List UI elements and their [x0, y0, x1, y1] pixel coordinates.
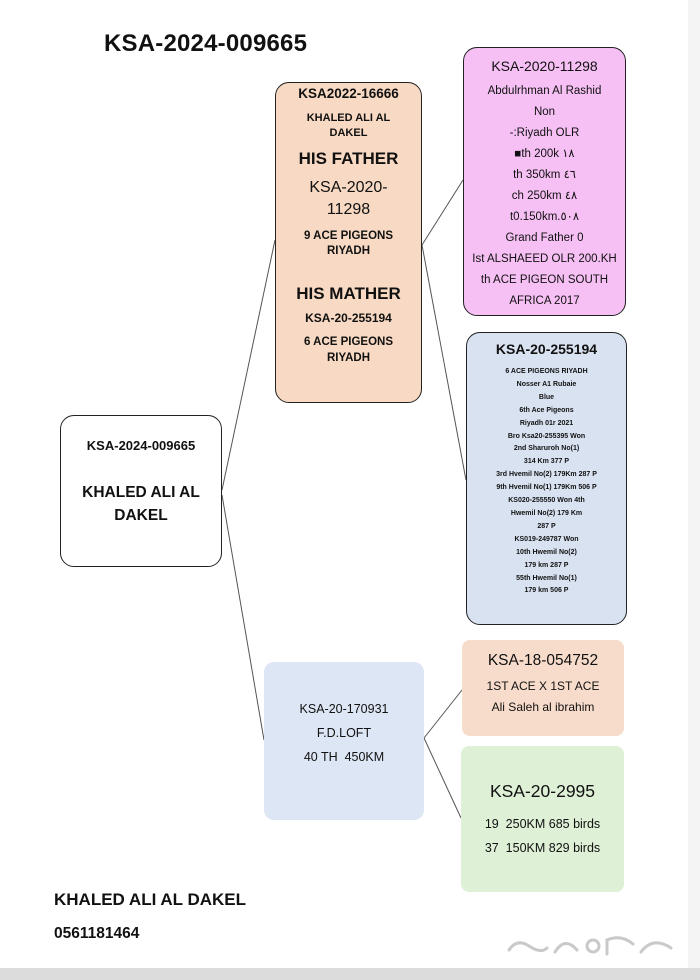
sire-owner-line: KHALED ALI AL [306, 112, 391, 124]
dam-sire-ring-number: KSA-18-054752 [487, 652, 599, 669]
detail-line: 55th Hwemil No(1) [516, 574, 577, 582]
grand-sire-details [464, 81, 625, 312]
detail-line: Ist ALSHAEED OLR 200.KH [472, 253, 617, 265]
sire-owner-line: DAKEL [329, 127, 368, 139]
detail-line: Bro Ksa20-255395 Won [507, 432, 586, 440]
detail-line: 6 ACE PIGEONS RIYADH [505, 368, 588, 375]
subject-bird-card [60, 415, 222, 567]
father-note-line: RIYADH [326, 245, 371, 257]
detail-line: Riyadh 01r 2021 [519, 419, 574, 427]
mother-ring-number: KSA-20-255194 [305, 311, 392, 325]
mother-note-line: RIYADH [326, 352, 371, 364]
subject-ring-number: KSA-2024-009665 [86, 438, 196, 453]
connector-subject-sire [222, 240, 275, 490]
detail-line: ch 250km ٤٨ [511, 190, 578, 202]
detail-line: Grand Father 0 [505, 232, 584, 244]
detail-line: th ACE PIGEON SOUTH [480, 274, 609, 286]
dam-dam-ring-number: KSA-20-2995 [489, 781, 596, 801]
detail-line: ■th 200k ١٨ [514, 148, 575, 160]
dam-sire-details [462, 676, 624, 718]
sire-ring-number: KSA2022-16666 [298, 86, 399, 101]
detail-line: -:Riyadh OLR [509, 127, 580, 139]
connector-dam-damdam [424, 738, 461, 818]
connector-subject-dam [222, 495, 264, 740]
grand-dam-details [467, 366, 626, 598]
result-line: 37 150KM 829 birds [484, 841, 601, 855]
detail-line: Non [533, 106, 556, 118]
father-note [276, 229, 421, 259]
father-note-line: 9 ACE PIGEONS [303, 230, 394, 242]
dam-ring-number: KSA-20-170931 [299, 702, 389, 716]
detail-line: Hwemil No(2) 179 Km [510, 509, 583, 517]
detail-line: KS019-249787 Won [514, 535, 579, 543]
detail-line: th 350km ٤٦ [513, 169, 576, 181]
subject-owner: KHALED ALI AL DAKEL [82, 484, 200, 524]
breeder-contact [54, 890, 246, 943]
detail-line: 314 Km 377 P [523, 458, 570, 466]
detail-line: 287 P [537, 522, 556, 530]
dam-dam-card [461, 746, 624, 892]
mother-note-line: 6 ACE PIGEONS [303, 336, 394, 348]
detail-line: 1ST ACE X 1ST ACE [486, 679, 600, 693]
father-ring-line: KSA-2020- [309, 179, 388, 196]
detail-line: Ali Saleh al ibrahim [491, 700, 595, 714]
detail-line: AFRICA 2017 [509, 295, 580, 307]
father-ring-number [276, 177, 421, 221]
sire-card [275, 82, 422, 403]
mother-note [276, 334, 421, 366]
his-mother-heading: HIS MATHER [296, 284, 401, 303]
detail-line: t0.150km.٥٠٨ [509, 211, 580, 223]
breeder-phone: 0561181464 [54, 925, 140, 942]
dam-dam-results [461, 812, 624, 860]
grand-sire-ring-number: KSA-2020-11298 [491, 58, 598, 74]
father-ring-line: 11298 [326, 201, 371, 218]
detail-line: 2nd Sharuroh No(1) [513, 445, 580, 453]
dam-sire-card [462, 640, 624, 736]
detail-line: KS020-255550 Won 4th [508, 497, 585, 505]
document-title: KSA-2024-009665 [104, 30, 308, 57]
result-line: 19 250KM 685 birds [484, 817, 601, 831]
dam-result: 40 TH 450KM [303, 750, 385, 764]
detail-line: 10th Hwemil No(2) [516, 548, 577, 556]
breeder-name: KHALED ALI AL DAKEL [54, 890, 247, 909]
detail-line: 3rd Hvemil No(2) 179Km 287 P [496, 471, 597, 479]
detail-line: Nosser A1 Rubaie [516, 380, 577, 388]
grand-dam-card [466, 332, 627, 625]
grand-dam-ring-number: KSA-20-255194 [495, 341, 598, 357]
detail-line: 179 km 287 P [524, 561, 569, 569]
detail-line: 179 km 506 P [524, 587, 569, 595]
grand-sire-card [463, 47, 626, 316]
connector-sire-grandsire [422, 180, 463, 245]
sire-owner [276, 111, 421, 141]
detail-line: 6th Ace Pigeons [519, 406, 574, 414]
watermark-logo [503, 928, 679, 962]
connector-dam-damsire [424, 690, 462, 738]
dam-card [264, 662, 424, 820]
dam-loft: F.D.LOFT [316, 726, 372, 740]
his-father-heading: HIS FATHER [298, 149, 399, 168]
detail-line: 9th Hvemil No(1) 179Km 506 P [496, 484, 597, 492]
detail-line: Blue [538, 393, 555, 401]
detail-line: Abdulrhman Al Rashid [487, 85, 602, 97]
connector-sire-granddam [422, 245, 466, 480]
